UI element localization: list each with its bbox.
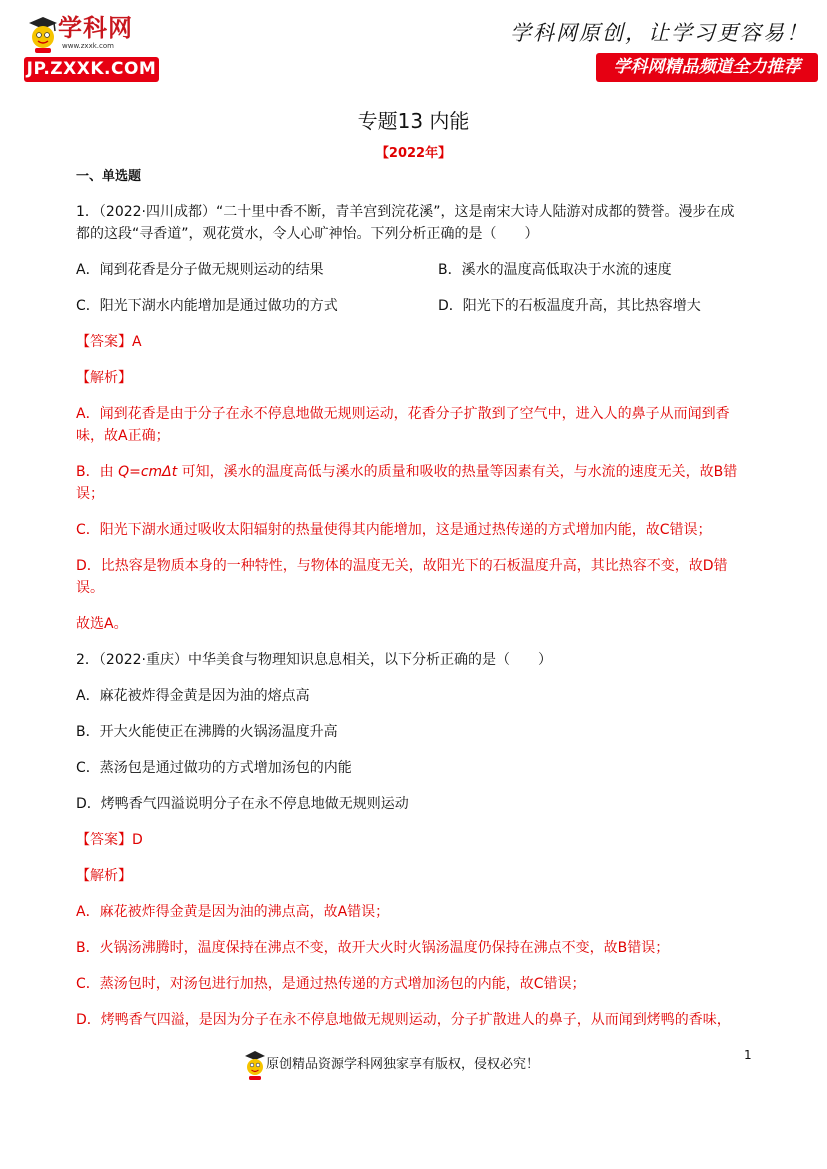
q1-stem-line2: 都的这段“寻香道”，观花赏水，令人心旷神怡。下列分析正确的是（ ） bbox=[76, 226, 539, 242]
q2-analysis-a: A．麻花被炸得金黄是因为油的沸点高，故A错误； bbox=[76, 904, 390, 920]
q1-option-a: A．闻到花香是分子做无规则运动的结果 bbox=[76, 262, 324, 278]
q1-stem-line1: 1．（2022·四川成都）“二十里中香不断，青羊宫到浣花溪”，这是南宋大诗人陆游对成都的赞誉。漫步在成 bbox=[76, 204, 735, 220]
q2-analysis-label: 【解析】 bbox=[76, 868, 132, 884]
q1-analysis-b-post: 可知，溪水的温度高低与溪水的质量和吸收的热量等因素有关，与水流的速度无关，故B错 bbox=[181, 464, 738, 480]
q2-option-b: B．开大火能使正在沸腾的火锅汤温度升高 bbox=[76, 724, 338, 740]
q1-options-row2 bbox=[76, 297, 756, 315]
q1-option-c: C．阳光下湖水内能增加是通过做功的方式 bbox=[76, 298, 338, 314]
q1-analysis-b-line1 bbox=[76, 463, 756, 481]
q1-option-b: B．溪水的温度高低取决于水流的速度 bbox=[438, 262, 672, 278]
q1-formula: Q=cmΔt bbox=[118, 464, 178, 480]
q1-option-d: D．阳光下的石板温度升高，其比热容增大 bbox=[438, 298, 701, 314]
q2-option-d: D．烤鸭香气四溢说明分子在永不停息地做无规则运动 bbox=[76, 796, 409, 812]
promo-banner[interactable]: 学科网精品频道全力推荐 bbox=[596, 53, 818, 82]
q2-analysis-c: C．蒸汤包时，对汤包进行加热，是通过热传递的方式增加汤包的内能，故C错误； bbox=[76, 976, 586, 992]
q1-analysis-a-line2: 味，故A正确； bbox=[76, 428, 170, 444]
logo-badge[interactable]: JP.ZXXK.COM bbox=[24, 57, 159, 82]
q2-stem: 2．（2022·重庆）中华美食与物理知识息息相关，以下分析正确的是（ ） bbox=[76, 652, 552, 668]
slogan: 学科网原创，让学习更容易！ bbox=[510, 21, 809, 45]
q1-analysis-b-pre: B．由 bbox=[76, 464, 114, 480]
q1-analysis-d-line2: 误。 bbox=[76, 580, 104, 596]
copyright-notice: 原创精品资源学科网独家享有版权，侵权必究！ bbox=[266, 1057, 540, 1072]
q1-analysis-b-line2: 误； bbox=[76, 486, 104, 502]
q1-options-row1 bbox=[76, 261, 756, 279]
logo-name: 学科网 bbox=[58, 14, 133, 42]
q1-analysis-a-line1: A．闻到花香是由于分子在永不停息地做无规则运动，花香分子扩散到了空气中，进入人的鼻子从而闻到香 bbox=[76, 406, 730, 422]
section-heading: 一、单选题 bbox=[76, 169, 142, 184]
q1-analysis-d-line1: D．比热容是物质本身的一种特性，与物体的温度无关，故阳光下的石板温度升高，其比热容不变，故D错 bbox=[76, 558, 728, 574]
q2-analysis-b: B．火锅汤沸腾时，温度保持在沸点不变，故开大火时火锅汤温度仍保持在沸点不变，故B错误； bbox=[76, 940, 670, 956]
logo-url: www.zxxk.com bbox=[62, 42, 114, 50]
q2-analysis-d: D．烤鸭香气四溢，是因为分子在永不停息地做无规则运动，分子扩散进人的鼻子，从而闻到烤鸭的香味， bbox=[76, 1012, 731, 1028]
mascot-footer-icon bbox=[243, 1049, 267, 1081]
q1-answer: 【答案】A bbox=[76, 334, 142, 350]
q2-option-c: C．蒸汤包是通过做功的方式增加汤包的内能 bbox=[76, 760, 352, 776]
mascot-logo-icon bbox=[26, 14, 60, 54]
page-title: 专题13 内能 bbox=[357, 109, 470, 133]
q2-answer: 【答案】D bbox=[76, 832, 143, 848]
q1-conclusion: 故选A。 bbox=[76, 616, 128, 632]
q1-analysis-c: C．阳光下湖水通过吸收太阳辐射的热量使得其内能增加，这是通过热传递的方式增加内能，故C错误； bbox=[76, 522, 712, 538]
year-heading: 【2022年】 bbox=[375, 146, 452, 161]
q1-analysis-label: 【解析】 bbox=[76, 370, 132, 386]
page-number: 1 bbox=[744, 1048, 752, 1062]
q2-option-a: A．麻花被炸得金黄是因为油的熔点高 bbox=[76, 688, 310, 704]
